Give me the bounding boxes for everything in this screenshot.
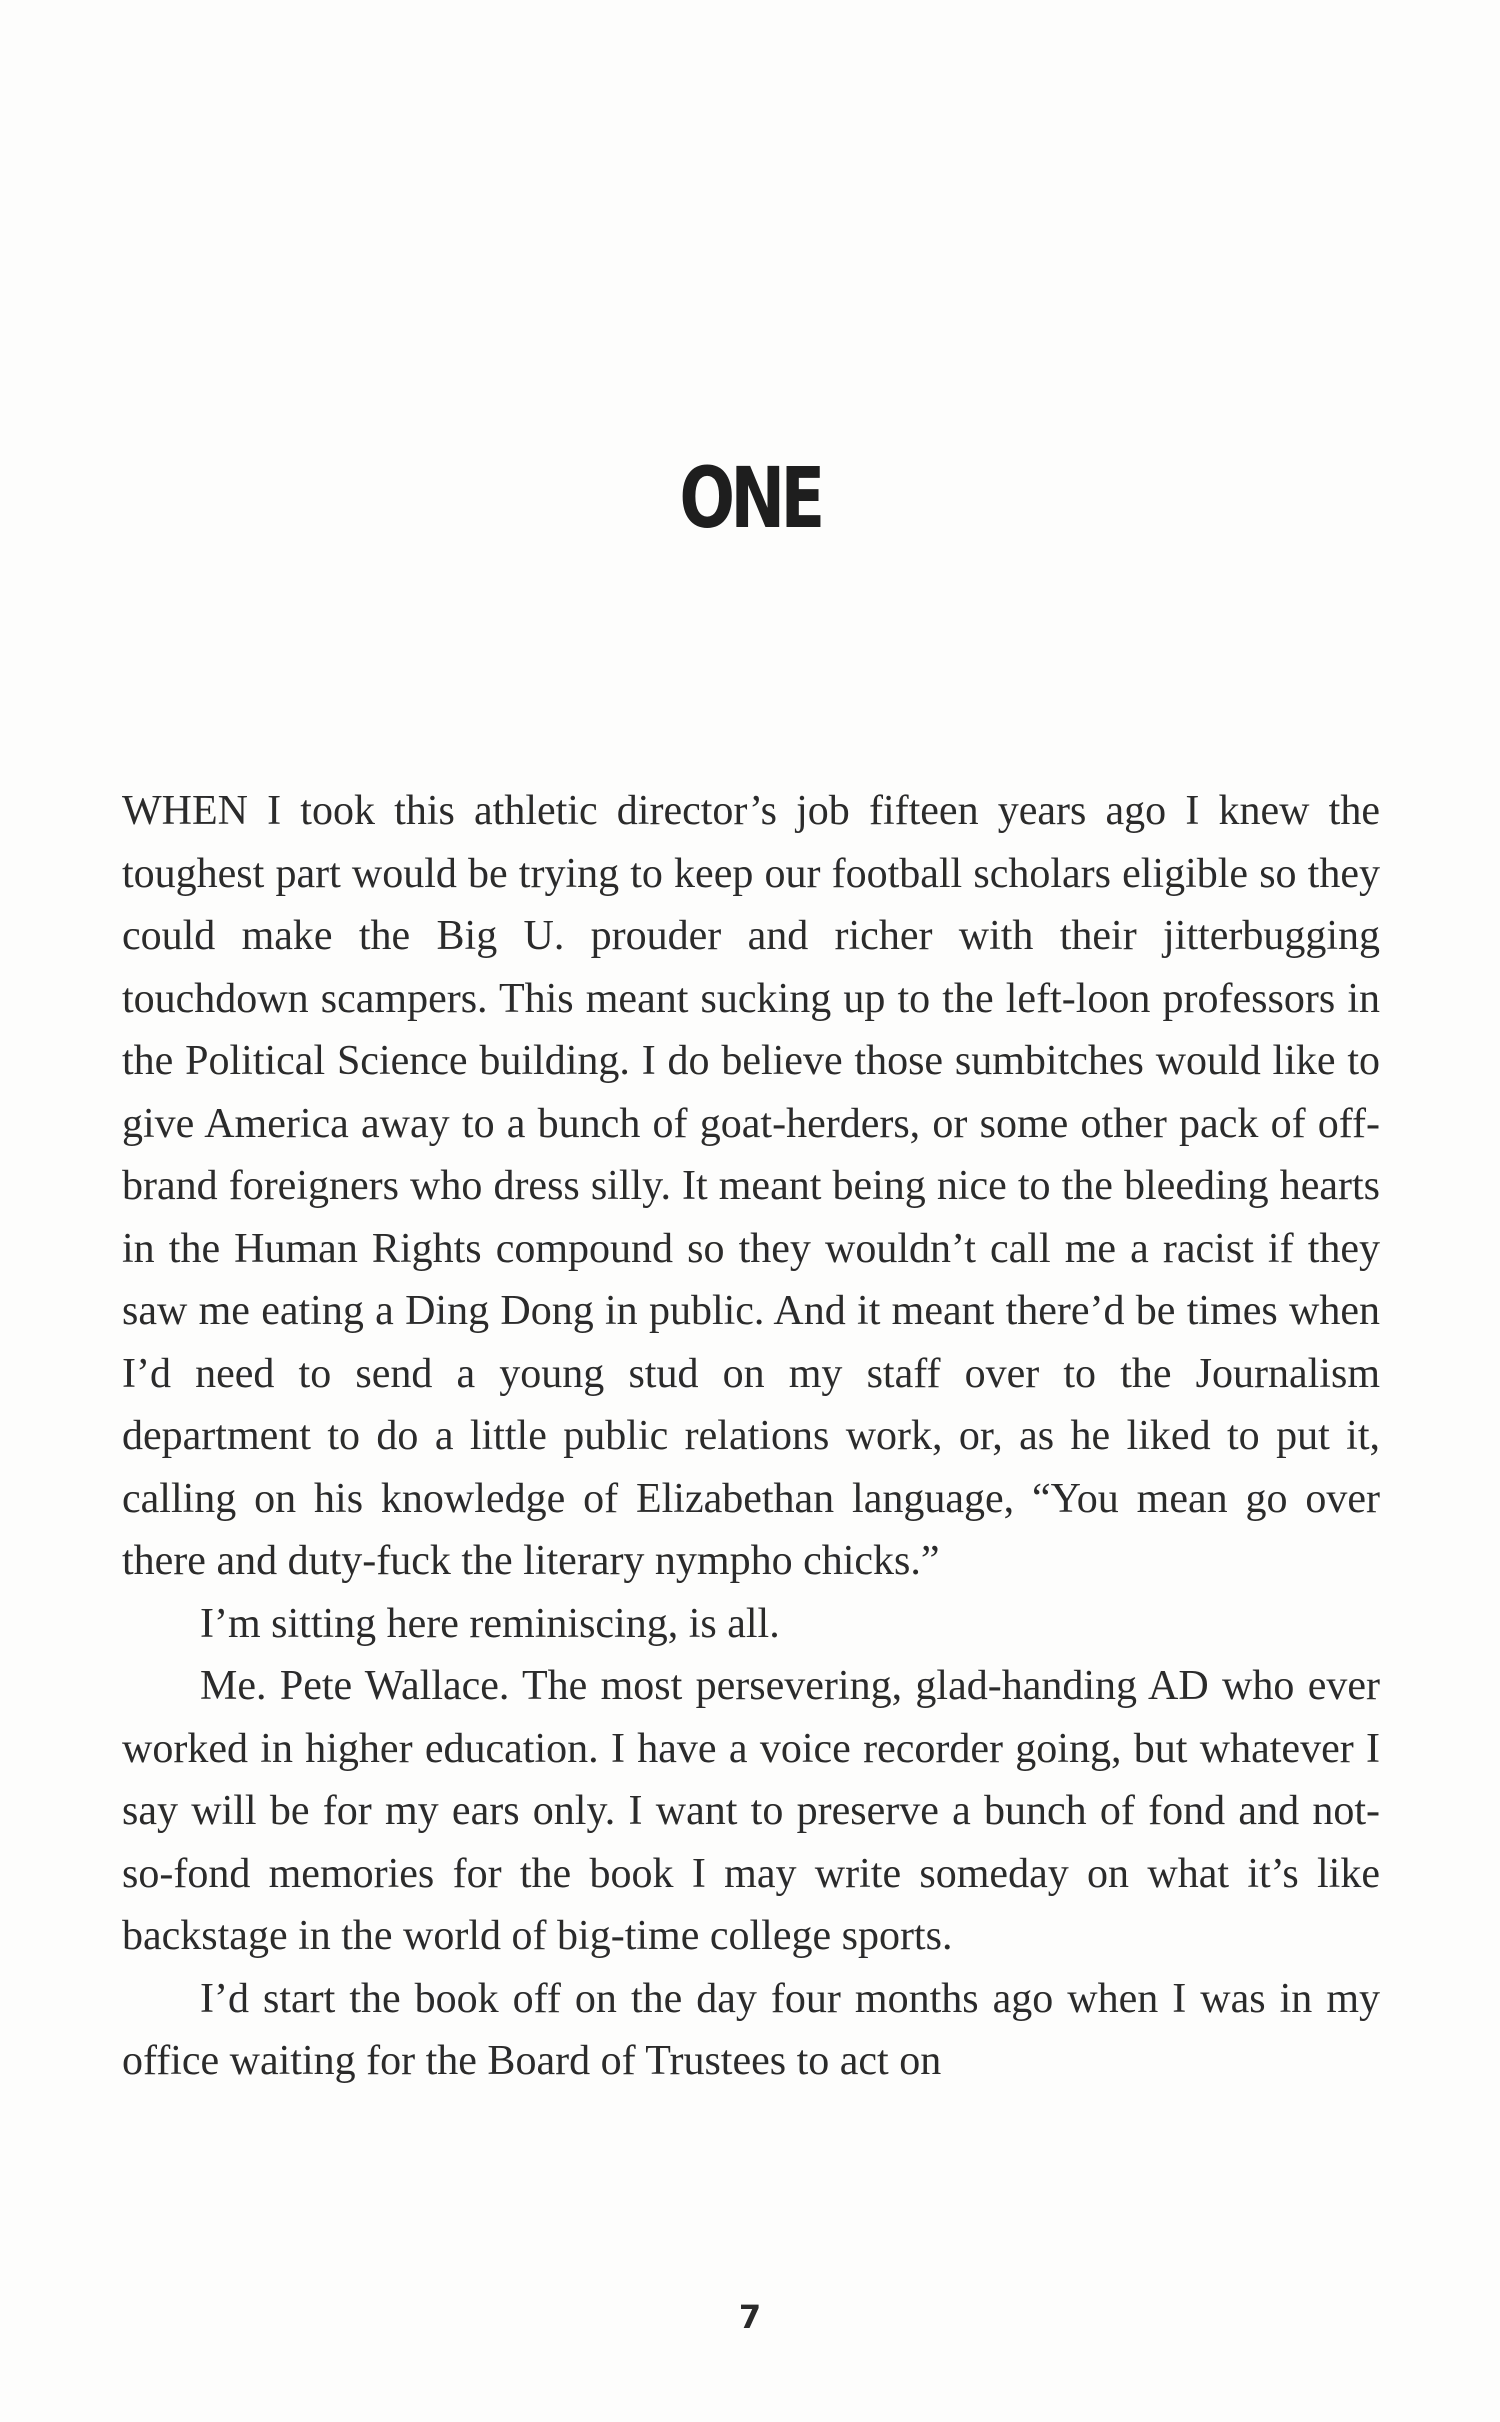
paragraph-runin: WHEN [122,788,248,834]
paragraph-4: I’d start the book off on the day four months ago when I was in my office waiting for the Board of Trustees to act on [122,1975,1380,2084]
chapter-title: ONE [679,449,821,547]
paragraph-1 [122,780,1380,1593]
paragraph-1-text: I took this athletic director’s job fifteen years ago I knew the toughest part would be trying to keep our football scholars eligible so they could make the Big U. prouder and richer with their jitterbugging touchdown scampers. This meant sucking up to the left-loon professors in the Political Science building. I do believe those sumbitches would like to give America away to a bunch of goat-herders, or some other pack of off-brand foreigners who dress silly. It meant being nice to the bleeding hearts in the Human Rights compound so they wouldn’t call me a racist if they saw me eating a Ding Dong in public. And it meant there’d be times when I’d need to send a young stud on my staff over to the Journalism department to do a little public relations work, or, as he liked to put it, calling on his knowledge of Elizabethan language, “You mean go over there and duty-fuck the literary nympho chicks.” [122,788,1380,1584]
paragraph-3: Me. Pete Wallace. The most persevering, glad-handing AD who ever worked in higher education. I have a voice recorder going, but whatever I say will be for my ears only. I want to preserve a bunch of fond and not-so-fond memories for the book I may write someday on what it’s like backstage in the world of big-time college sports. [122,1663,1380,1959]
paragraph-2: I’m sitting here reminiscing, is all. [200,1600,780,1647]
page-number: 7 [738,2298,762,2336]
chapter-body [122,780,1380,2093]
